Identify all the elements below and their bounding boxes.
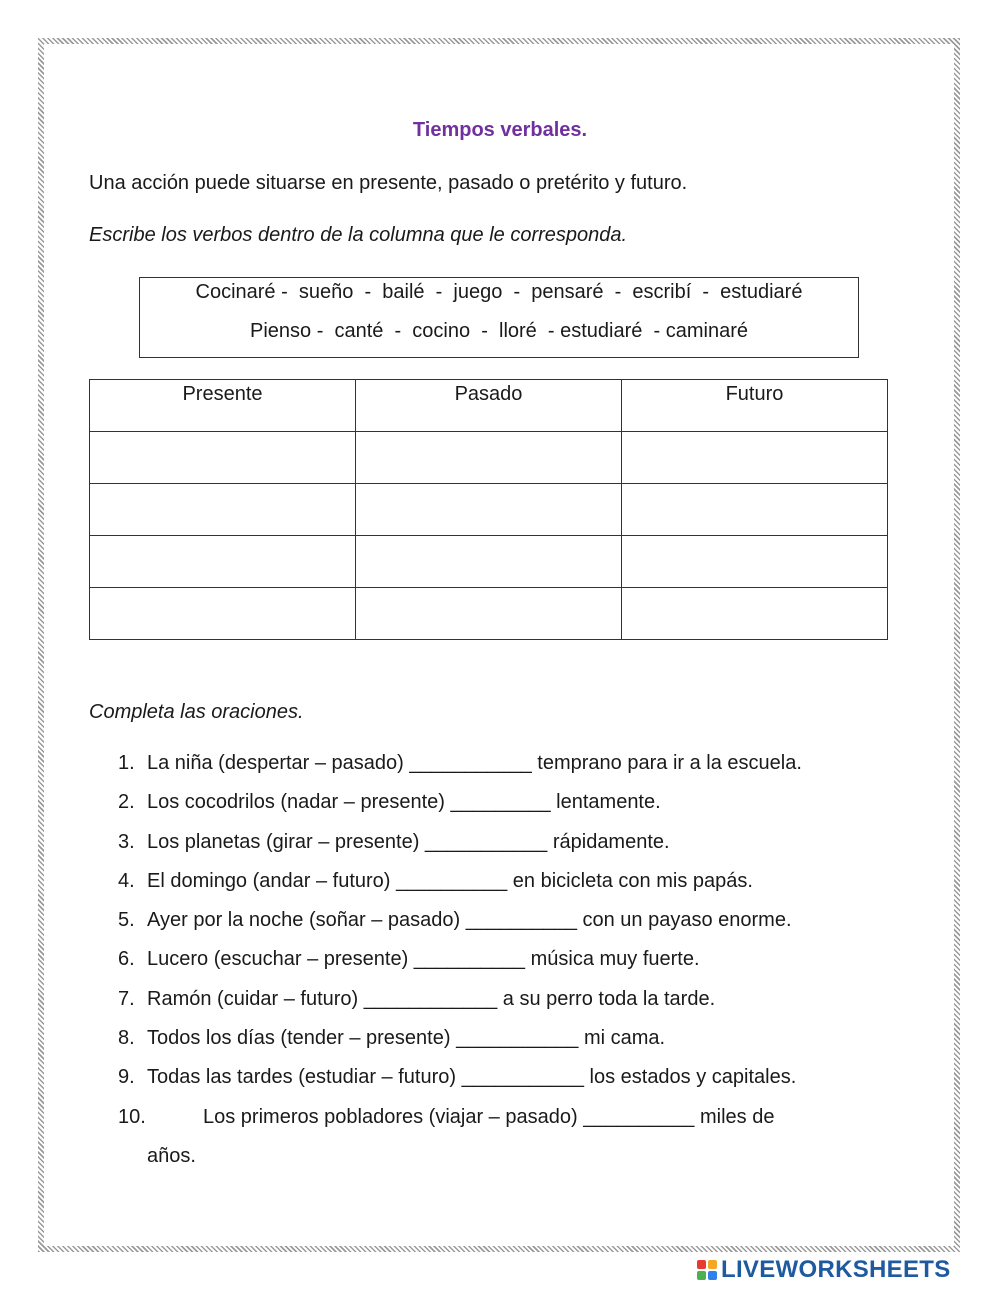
- answer-cell-futuro[interactable]: [622, 432, 888, 484]
- word-bank-line-1: Cocinaré - sueño - bailé - juego - pensaré - escribí - estudiaré: [195, 281, 803, 303]
- word-bank-line-2: Pienso - canté - cocino - lloré - estudiaré - caminaré: [250, 320, 748, 342]
- word-bank-box: [139, 277, 859, 358]
- answer-cell-presente[interactable]: [90, 588, 356, 640]
- item-number: 10.: [118, 1105, 146, 1128]
- header-pasado: Pasado: [356, 380, 622, 432]
- answer-cell-pasado[interactable]: [356, 432, 622, 484]
- item-number: 3.: [118, 830, 135, 853]
- table-row: [90, 484, 888, 536]
- logo-block: [697, 1260, 706, 1269]
- item-text: Ayer por la noche (soñar – pasado) __________ con un payaso enorme.: [147, 909, 792, 932]
- logo-text: LIVEWORKSHEETS: [721, 1256, 951, 1283]
- item-number: 9.: [118, 1066, 135, 1089]
- list-item: [118, 870, 918, 909]
- list-item: [118, 1106, 918, 1145]
- sentence-list: [118, 752, 918, 1184]
- item-text: Los planetas (girar – presente) ___________ rápidamente.: [147, 830, 670, 853]
- verb-tense-table: [89, 379, 888, 640]
- logo-block: [708, 1260, 717, 1269]
- logo-block: [697, 1271, 706, 1280]
- answer-cell-pasado[interactable]: [356, 536, 622, 588]
- table-row: [90, 432, 888, 484]
- item-number: 6.: [118, 948, 135, 971]
- answer-cell-presente[interactable]: [90, 484, 356, 536]
- list-item: [118, 948, 918, 987]
- item-number: 7.: [118, 987, 135, 1010]
- answer-cell-presente[interactable]: [90, 432, 356, 484]
- liveworksheets-logo[interactable]: [697, 1257, 951, 1283]
- list-item: [118, 791, 918, 830]
- answer-cell-presente[interactable]: [90, 536, 356, 588]
- item-number: 5.: [118, 909, 135, 932]
- instruction-text: Escribe los verbos dentro de la columna que le corresponda.: [89, 224, 628, 246]
- list-item: [118, 909, 918, 948]
- item-number: 1.: [118, 752, 135, 774]
- logo-blocks-icon: [697, 1260, 717, 1280]
- item-number: 2.: [118, 791, 135, 814]
- logo-block: [708, 1271, 717, 1280]
- header-futuro: Futuro: [622, 380, 888, 432]
- list-item: [118, 988, 918, 1027]
- complete-heading: Completa las oraciones.: [89, 701, 304, 723]
- list-item: [118, 831, 918, 870]
- item-text: Lucero (escuchar – presente) __________ música muy fuerte.: [147, 948, 700, 971]
- list-item-continuation: años.: [147, 1144, 196, 1167]
- item-number: 8.: [118, 1027, 135, 1050]
- item-text: La niña (despertar – pasado) ___________ temprano para ir a la escuela.: [147, 752, 802, 774]
- answer-cell-futuro[interactable]: [622, 588, 888, 640]
- intro-text: Una acción puede situarse en presente, pasado o pretérito y futuro.: [89, 172, 688, 194]
- item-text: Todas las tardes (estudiar – futuro) ___________ los estados y capitales.: [147, 1066, 797, 1089]
- worksheet-title: Tiempos verbales.: [412, 119, 588, 141]
- answer-cell-futuro[interactable]: [622, 484, 888, 536]
- item-text: Los primeros pobladores (viajar – pasado) __________ miles de: [203, 1105, 775, 1128]
- list-item: [118, 752, 918, 791]
- answer-cell-pasado[interactable]: [356, 484, 622, 536]
- list-item: [118, 1027, 918, 1066]
- item-text: Todos los días (tender – presente) ___________ mi cama.: [147, 1027, 666, 1050]
- item-text: Los cocodrilos (nadar – presente) _________ lentamente.: [147, 791, 661, 814]
- table-row: [90, 536, 888, 588]
- answer-cell-futuro[interactable]: [622, 536, 888, 588]
- item-text: El domingo (andar – futuro) __________ en bicicleta con mis papás.: [147, 869, 753, 892]
- item-text: Ramón (cuidar – futuro) ____________ a su perro toda la tarde.: [147, 987, 716, 1010]
- table-header-row: [90, 380, 888, 432]
- item-number: 4.: [118, 869, 135, 892]
- table-row: [90, 588, 888, 640]
- list-item: [118, 1066, 918, 1105]
- header-presente: Presente: [90, 380, 356, 432]
- answer-cell-pasado[interactable]: [356, 588, 622, 640]
